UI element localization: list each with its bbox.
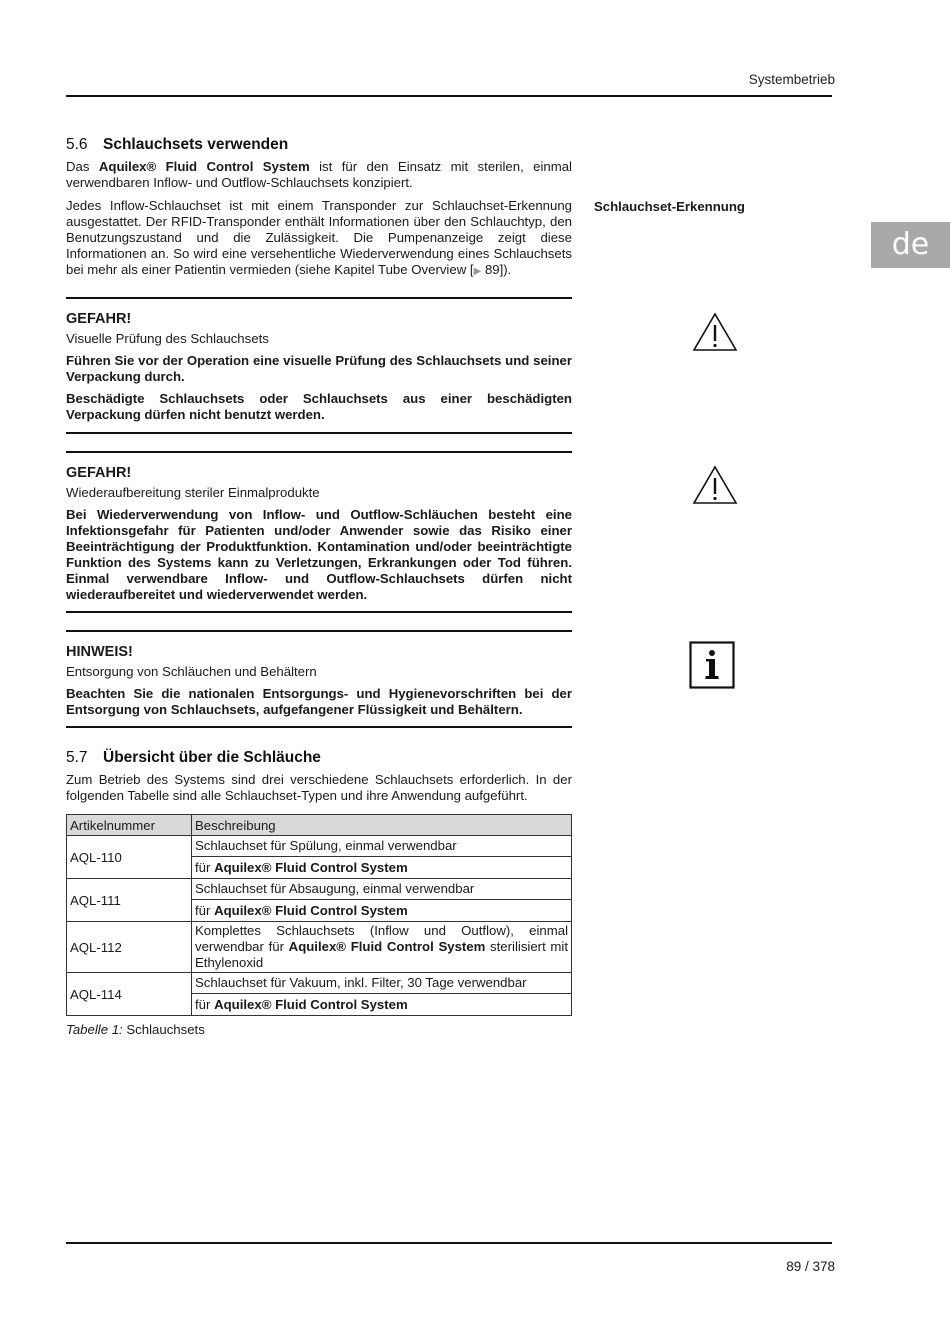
article-number: AQL-111 [67,879,192,922]
warning-triangle-icon [692,465,738,505]
article-number: AQL-112 [67,922,192,973]
section-number: 5.7 [66,749,88,766]
section-title: Übersicht über die Schläuche [103,749,321,766]
footer-rule [66,1242,832,1244]
warning-box [66,297,572,434]
table-row [67,836,572,879]
warning-text: Bei Wiederverwendung von Inflow- und Outflow-Schläuchen besteht eine Infektionsgefahr für Patienten und/oder Anwender sowie das Risiko einer Beeinträchtigung der Produktfunktion. Kontamination und/oder beeinträchtigte Funktion des Systems kann zu Verletzungen, Erkrankungen oder Tod führen. Einmal verwendbare Inflow- und Outflow-Schlauchsets dürfen nicht wiederaufbereitet und wiederverwendet werden. [66,507,572,602]
warning-triangle-icon [692,312,738,352]
language-tab: de [871,222,950,268]
page-number: 89 / 378 [786,1259,835,1274]
table-header-row [67,815,572,836]
warning-subtitle: Visuelle Prüfung des Schlauchsets [66,331,269,346]
section-number: 5.6 [66,136,88,153]
paragraph: Jedes Inflow-Schlauchset ist mit einem Transponder zur Schlauchset-Erkennung ausgestattet. Der RFID-Transponder enthält Informationen über den Schlauchtyp, den Benutzungszustand und die Zulässigkeit. Die Pumpenanzeige zeigt diese Informationen an. So wird eine versehentliche Wiederverwendung eines Schlauchsets bei mehr als einer Patientin vermieden (siehe Kapitel Tube Overview [▶ 89]). [66,198,572,277]
description: Schlauchset für Absaugung, einmal verwendbar für Aquilex® Fluid Control System [192,879,572,922]
table-header: Beschreibung [192,815,572,836]
section-heading [66,749,572,767]
table-caption: Tabelle 1: Schlauchsets [66,1022,205,1037]
signal-word: GEFAHR! [66,465,132,481]
section-5-7 [66,749,572,804]
header-rule [66,95,832,97]
note-text: Beachten Sie die nationalen Entsorgungs- und Hygienevorschriften bei der Entsorgung von Schlauchsets, aufgefangener Flüssigkeit und Behältern. [66,686,572,717]
table-row [67,879,572,922]
signal-word: GEFAHR! [66,311,132,327]
article-number: AQL-110 [67,836,192,879]
section-title: Schlauchsets verwenden [103,136,289,153]
section-5-6 [66,136,572,280]
warning-box [66,451,572,613]
note-subtitle: Entsorgung von Schläuchen und Behältern [66,664,317,679]
description: Schlauchset für Spülung, einmal verwendbar für Aquilex® Fluid Control System [192,836,572,879]
description: Komplettes Schlauchsets (Inflow und Outflow), einmal verwendbar für Aquilex® Fluid Control System sterilisiert mit Ethylenoxid [192,922,572,973]
section-heading [66,136,572,154]
info-icon [689,641,735,689]
article-number: AQL-114 [67,973,192,1016]
paragraph: Das Aquilex® Fluid Control System ist für den Einsatz mit sterilen, einmal verwendbaren Inflow- und Outflow-Schlauchsets konzipiert. [66,159,572,190]
margin-note: Schlauchset-Erkennung [594,199,745,214]
warning-subtitle: Wiederaufbereitung steriler Einmalprodukte [66,485,320,500]
table-header: Artikelnummer [67,815,192,836]
running-header: Systembetrieb [748,72,835,87]
warning-text: Führen Sie vor der Operation eine visuelle Prüfung des Schlauchsets und seiner Verpackung durch. [66,353,572,384]
description: Schlauchset für Vakuum, inkl. Filter, 30 Tage verwendbar für Aquilex® Fluid Control System [192,973,572,1016]
table-row [67,973,572,1016]
paragraph: Zum Betrieb des Systems sind drei verschiedene Schlauchsets erforderlich. In der folgenden Tabelle sind alle Schlauchset-Typen und ihre Anwendung aufgeführt. [66,772,572,803]
triangle-right-icon: ▶ [473,266,482,277]
warning-text: Beschädigte Schlauchsets oder Schlauchsets aus einer beschädigten Verpackung dürfen nicht benutzt werden. [66,391,572,422]
note-box [66,630,572,728]
tubing-table [66,814,572,1016]
table-row [67,922,572,973]
signal-word: HINWEIS! [66,644,133,660]
page-reference-link[interactable]: 89 [484,262,500,277]
